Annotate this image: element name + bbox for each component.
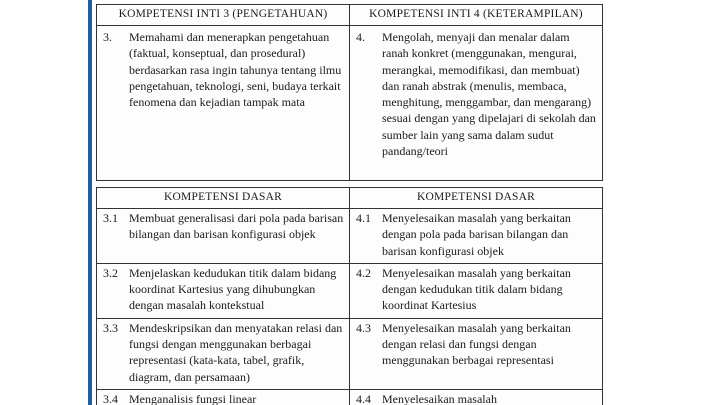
ki3-header: KOMPETENSI INTI 3 (PENGETAHUAN) bbox=[97, 5, 350, 26]
ki4-header: KOMPETENSI INTI 4 (KETERAMPILAN) bbox=[350, 5, 603, 26]
kd-number: 4.1 bbox=[356, 211, 371, 225]
ki-content-row bbox=[97, 26, 603, 181]
slide-left-margin bbox=[0, 0, 92, 405]
kd-left-cell bbox=[97, 389, 350, 405]
kd-left-cell bbox=[97, 318, 350, 389]
ki4-text: Mengolah, menyaji dan menalar dalam ranah konkret (menggunakan, mengurai, merangkai, memodifikasi, dan membuat) dan ranah abstrak (menulis, membaca, menghitung, menggambar, dan mengarang) sesuai dengan yang dipelajari di sekolah dan sumber lain yang sama dalam sudut pandang/teori bbox=[382, 30, 596, 159]
kd-number: 3.1 bbox=[103, 211, 118, 225]
table-row bbox=[97, 263, 603, 318]
ki4-cell bbox=[350, 26, 603, 181]
kd-left-cell bbox=[97, 263, 350, 318]
kd-text: Menyelesaikan masalah yang berkaitan dengan relasi dan fungsi dengan menggunakan berbagai representasi bbox=[382, 320, 571, 368]
slide-accent-line bbox=[88, 0, 92, 405]
document-scan bbox=[94, 4, 606, 405]
table-row bbox=[97, 389, 603, 405]
kd-text: Mendeskripsikan dan menyatakan relasi dan fungsi dengan menggunakan berbagai representasi (kata-kata, tabel, grafik, diagram, dan persamaan) bbox=[129, 320, 343, 384]
kd-number: 3.3 bbox=[103, 320, 118, 335]
kd-right-cell bbox=[350, 389, 603, 405]
kd-text: Menyelesaikan masalah bbox=[382, 391, 497, 405]
kd-number: 4.3 bbox=[356, 320, 371, 335]
kd-text: Membuat generalisasi dari pola pada barisan bilangan dan barisan konfigurasi objek bbox=[129, 211, 344, 242]
ki3-cell bbox=[97, 26, 350, 181]
kd-left-header: KOMPETENSI DASAR bbox=[97, 188, 350, 209]
kd-right-cell bbox=[350, 318, 603, 389]
ki3-number: 3. bbox=[103, 30, 112, 44]
kd-right-cell bbox=[350, 209, 603, 264]
kd-number: 3.2 bbox=[103, 265, 118, 280]
kd-text: Menganalisis fungsi linear bbox=[129, 391, 257, 405]
kd-table bbox=[96, 187, 603, 405]
kd-number: 4.4 bbox=[356, 391, 371, 405]
ki3-text: Memahami dan menerapkan pengetahuan (faktual, konseptual, dan prosedural) berdasarkan rasa ingin tahunya tentang ilmu pengetahuan, teknologi, seni, budaya terkait fenomena dan kejadian tampak mata bbox=[129, 30, 342, 110]
kd-number: 4.2 bbox=[356, 265, 371, 280]
kd-text: Menyelesaikan masalah yang berkaitan dengan kedudukan titik dalam bidang koordinat Kartesius bbox=[382, 265, 571, 313]
ki4-number: 4. bbox=[356, 30, 365, 44]
kd-right-header: KOMPETENSI DASAR bbox=[350, 188, 603, 209]
kd-text: Menyelesaikan masalah yang berkaitan dengan pola pada barisan bilangan dan barisan konfigurasi objek bbox=[382, 211, 571, 258]
kd-right-cell bbox=[350, 263, 603, 318]
kd-number: 3.4 bbox=[103, 391, 118, 405]
kd-left-cell bbox=[97, 209, 350, 264]
slide-right-margin bbox=[606, 0, 720, 405]
kd-text: Menjelaskan kedudukan titik dalam bidang koordinat Kartesius yang dihubungkan dengan masalah kontekstual bbox=[129, 265, 337, 313]
ki-header-row bbox=[97, 5, 603, 26]
table-row bbox=[97, 209, 603, 264]
table-row bbox=[97, 318, 603, 389]
kd-header-row bbox=[97, 188, 603, 209]
competency-table bbox=[96, 4, 603, 181]
